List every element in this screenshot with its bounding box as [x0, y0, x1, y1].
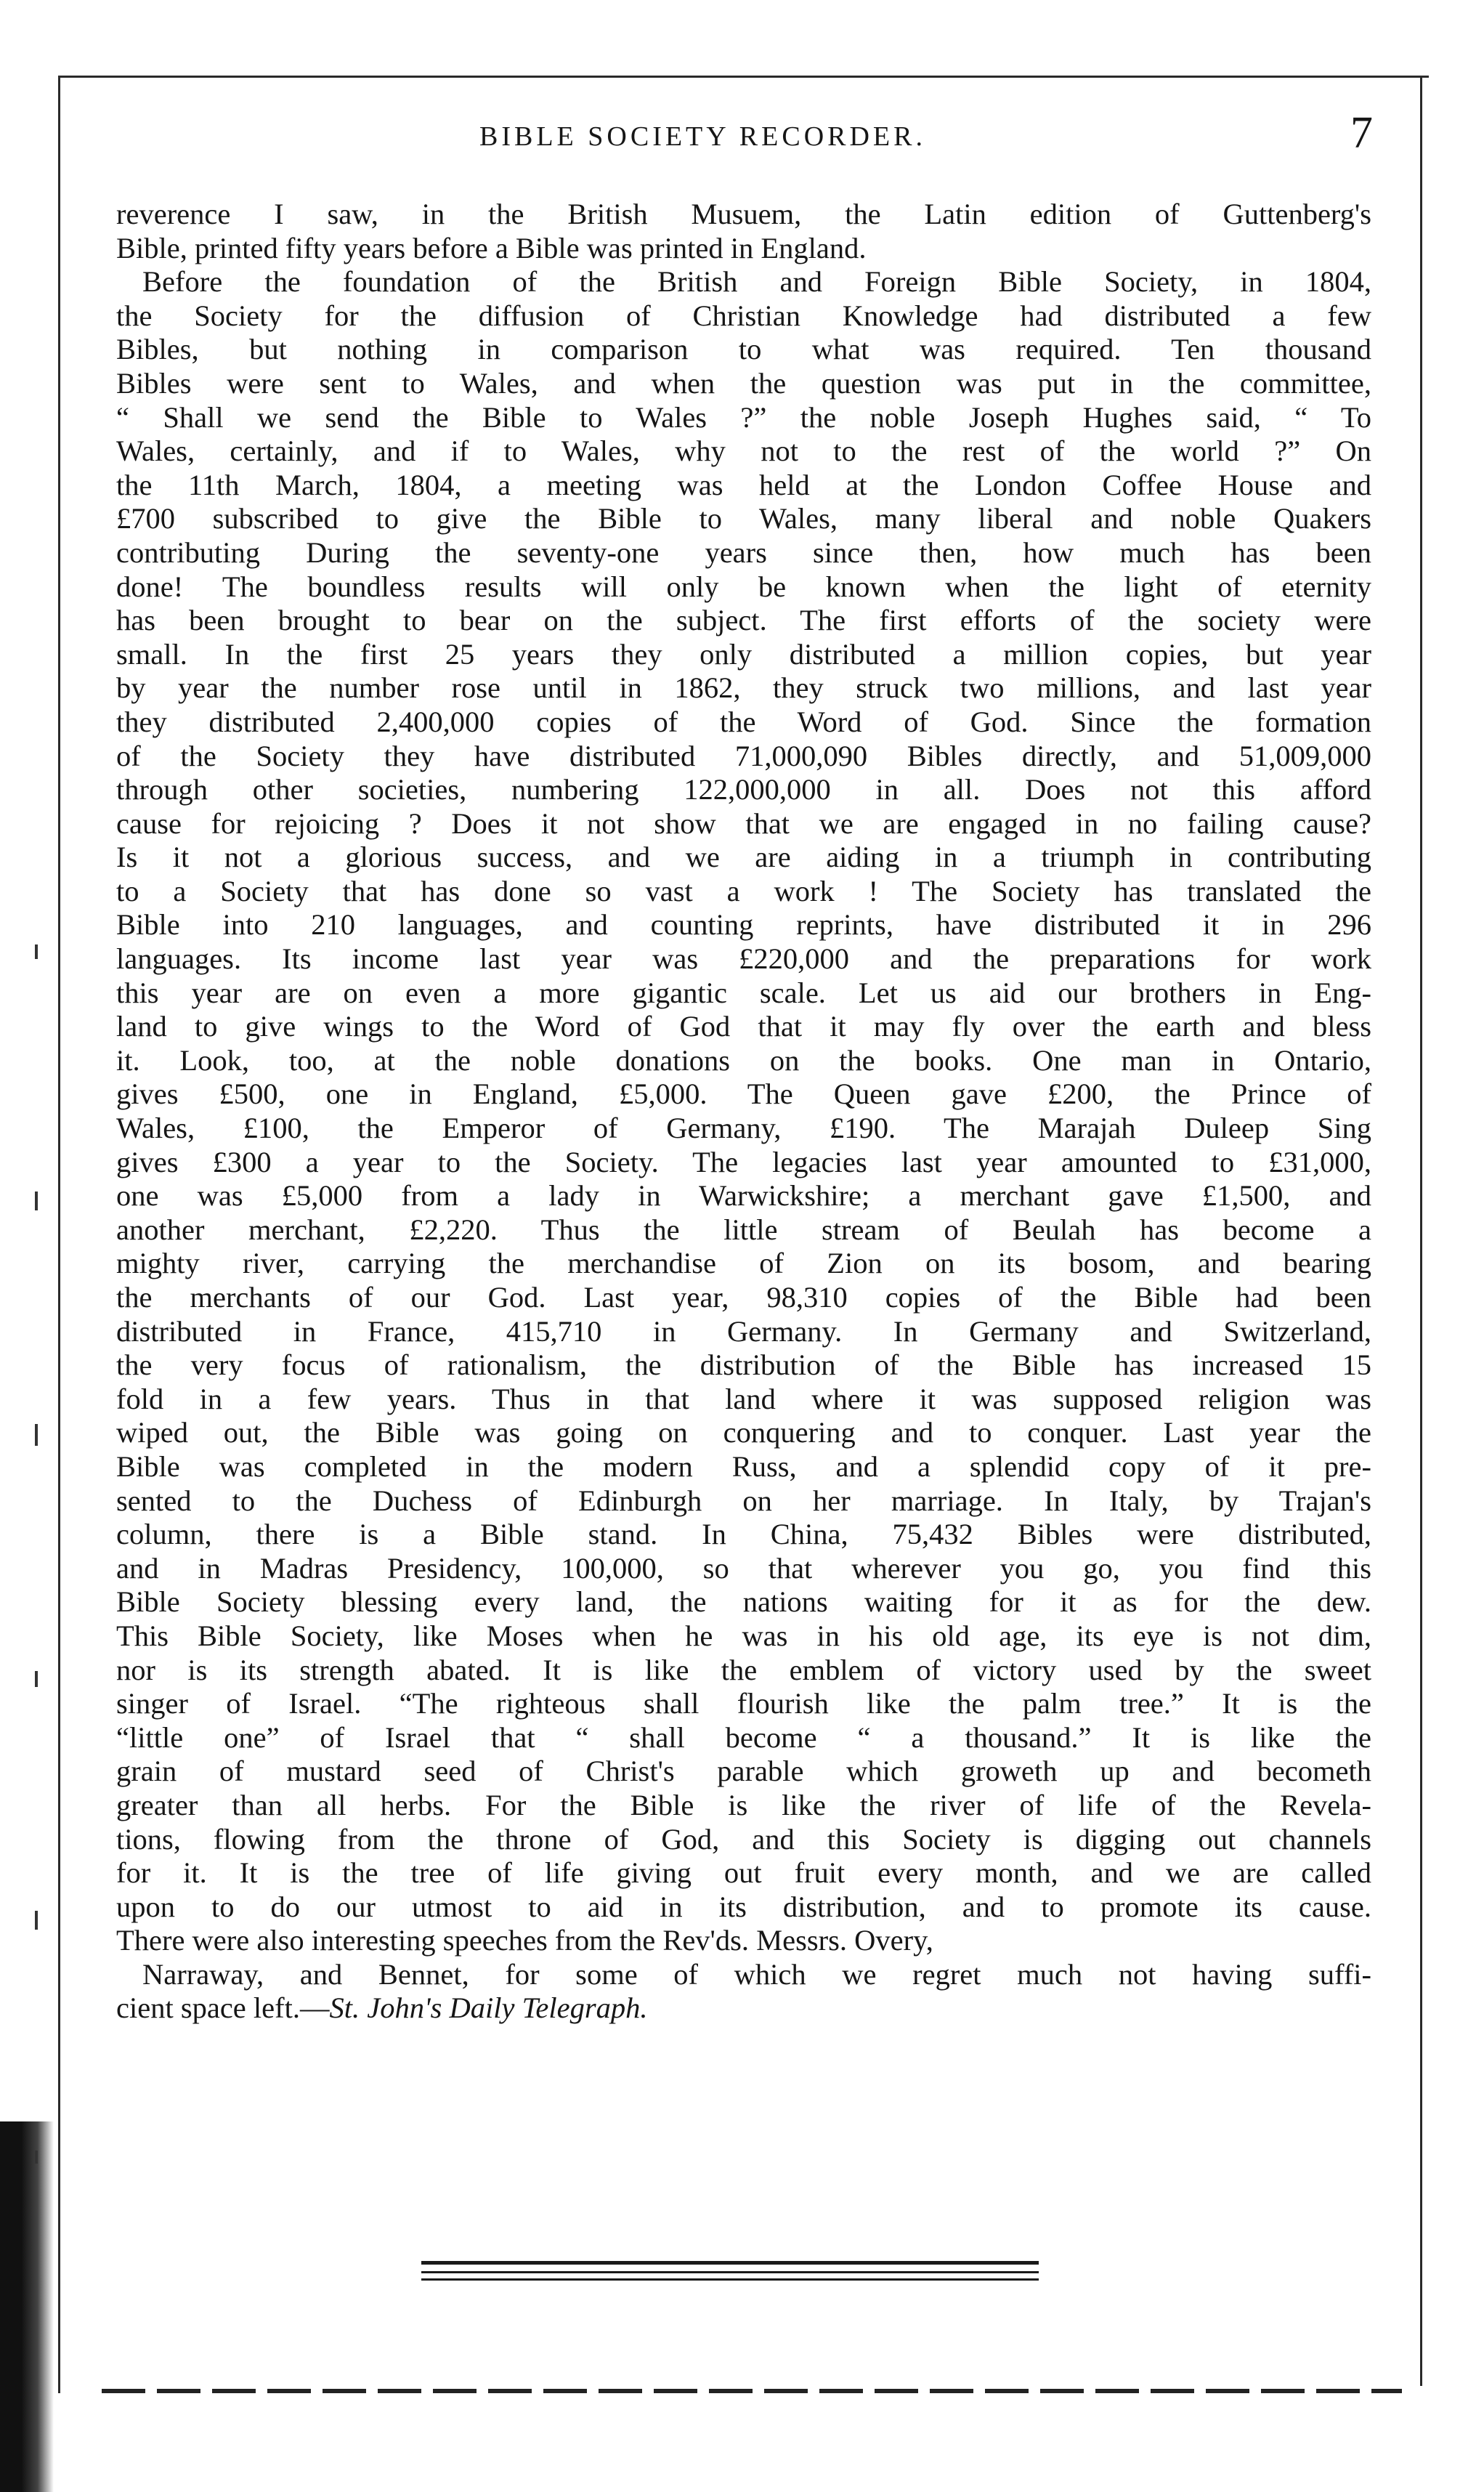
- text-line: £700 subscribed to give the Bible to Wales, many liberal and noble Quakers: [116, 502, 1371, 535]
- gutter-mark: [35, 1911, 38, 1930]
- page-frame-top-rule: [60, 76, 1429, 78]
- text-line: the 11th March, 1804, a meeting was held at the London Coffee House and: [116, 468, 1371, 501]
- text-line: Wales, certainly, and if to Wales, why not to the rest of the world ?” On: [116, 434, 1371, 468]
- gutter-mark: [35, 944, 38, 959]
- text-line-final: [116, 1991, 1371, 2026]
- text-line: greater than all herbs. For the Bible is like the river of life of the Revela-: [116, 1788, 1371, 1821]
- text-line: reverence I saw, in the British Musuem, the Latin edition of Guttenberg's: [116, 198, 1371, 230]
- text-line: done! The boundless results will only be known when the light of eternity: [116, 570, 1371, 603]
- gutter-mark: [35, 1192, 38, 1210]
- text-line: of the Society they have distributed 71,000,090 Bibles directly, and 51,009,000: [116, 739, 1371, 772]
- page-header: [436, 108, 1395, 174]
- gutter-marks: [26, 944, 48, 2398]
- text-line: There were also interesting speeches from the Rev'ds. Messrs. Overy,: [116, 1924, 933, 1957]
- text-line: Bibles were sent to Wales, and when the question was put in the committee,: [116, 366, 1371, 400]
- article-body: [116, 198, 1371, 2026]
- text-line: tions, flowing from the throne of God, and this Society is digging out channels: [116, 1822, 1371, 1856]
- text-line: cause for rejoicing ? Does it not show that we are engaged in no failing cause?: [116, 806, 1371, 840]
- text-line: “ Shall we send the Bible to Wales ?” the noble Joseph Hughes said, “ To: [116, 400, 1371, 434]
- text-line: it. Look, too, at the noble donations on the books. One man in Ontario,: [116, 1043, 1371, 1077]
- rule-line: [421, 2261, 1039, 2265]
- text-line: small. In the first 25 years they only distributed a million copies, but year: [116, 637, 1371, 671]
- text-line: mighty river, carrying the merchandise of Zion on its bosom, and bearing: [116, 1247, 1371, 1280]
- text-line: fold in a few years. Thus in that land where it was supposed religion was: [116, 1382, 1371, 1415]
- text-line: Bible Society blessing every land, the nations waiting for it as for the dew.: [116, 1585, 1371, 1619]
- text-line: singer of Israel. “The righteous shall flourish like the palm tree.” It is the: [116, 1687, 1371, 1720]
- gutter-mark: [35, 2151, 38, 2164]
- rule-line: [421, 2278, 1039, 2281]
- bottom-dashed-rule: [102, 2389, 1402, 2393]
- text-line: distributed in France, 415,710 in Germany. In Germany and Switzerland,: [116, 1314, 1371, 1348]
- text-line: another merchant, £2,220. Thus the little stream of Beulah has become a: [116, 1213, 1371, 1246]
- text-line: by year the number rose until in 1862, they struck two millions, and last year: [116, 671, 1371, 705]
- text-line: the very focus of rationalism, the distribution of the Bible has increased 15: [116, 1348, 1371, 1382]
- text-line: “little one” of Israel that “ shall become “ a thousand.” It is like the: [116, 1720, 1371, 1754]
- text-line: wiped out, the Bible was going on conquering and to conquer. Last year the: [116, 1416, 1371, 1449]
- text-line: the merchants of our God. Last year, 98,310 copies of the Bible had been: [116, 1281, 1371, 1314]
- text-line: Before the foundation of the British and Foreign Bible Society, in 1804,: [142, 265, 1371, 299]
- closing-rule: [421, 2261, 1039, 2283]
- text-line: the Society for the diffusion of Christian Knowledge had distributed a few: [116, 299, 1371, 332]
- rule-line: [421, 2271, 1039, 2273]
- text-line: they distributed 2,400,000 copies of the Word of God. Since the formation: [116, 705, 1371, 738]
- text-line: upon to do our utmost to aid in its distribution, and to promote its cause.: [116, 1890, 1371, 1923]
- running-title: BIBLE SOCIETY RECORDER.: [479, 121, 926, 152]
- text-line: through other societies, numbering 122,000,000 in all. Does not this afford: [116, 773, 1371, 806]
- text-line: Bible into 210 languages, and counting reprints, have distributed it in 296: [116, 908, 1371, 942]
- page-frame-left-rule: [58, 76, 60, 2393]
- text-line: contributing During the seventy-one years since then, how much has been: [116, 535, 1371, 569]
- gutter-mark: [35, 1424, 38, 1446]
- gutter-mark: [35, 1671, 38, 1687]
- text-line: sented to the Duchess of Edinburgh on her marriage. In Italy, by Trajan's: [116, 1484, 1371, 1517]
- text-line: land to give wings to the Word of God that it may fly over the earth and bless: [116, 1010, 1371, 1043]
- text-line: This Bible Society, like Moses when he was in his old age, its eye is not dim,: [116, 1619, 1371, 1652]
- page-number: 7: [1350, 108, 1373, 158]
- text-line: Bibles, but nothing in comparison to what was required. Ten thousand: [116, 333, 1371, 366]
- text-line: Bible was completed in the modern Russ, and a splendid copy of it pre-: [116, 1449, 1371, 1483]
- text-line: gives £300 a year to the Society. The legacies last year amounted to £31,000,: [116, 1145, 1371, 1178]
- text-line: one was £5,000 from a lady in Warwickshire; a merchant gave £1,500, and: [116, 1179, 1371, 1213]
- text-line: languages. Its income last year was £220,000 and the preparations for work: [116, 942, 1371, 976]
- text-line: Wales, £100, the Emperor of Germany, £190. The Marajah Duleep Sing: [116, 1112, 1371, 1145]
- text-line: and in Madras Presidency, 100,000, so that wherever you go, you find this: [116, 1551, 1371, 1585]
- text-line: column, there is a Bible stand. In China, 75,432 Bibles were distributed,: [116, 1518, 1371, 1551]
- text-line: this year are on even a more gigantic scale. Let us aid our brothers in Eng-: [116, 976, 1371, 1009]
- text-line: nor is its strength abated. It is like the emblem of victory used by the sweet: [116, 1653, 1371, 1686]
- text-line: to a Society that has done so vast a work ! The Society has translated the: [116, 874, 1371, 907]
- text-line: Narraway, and Bennet, for some of which we regret much not having suffi-: [142, 1957, 1371, 1991]
- text-line: grain of mustard seed of Christ's parable which groweth up and becometh: [116, 1755, 1371, 1788]
- text-line: Bible, printed fifty years before a Bible was printed in England.: [116, 231, 867, 264]
- text-line: Is it not a glorious success, and we are aiding in a triumph in contributing: [116, 841, 1371, 874]
- final-line-text: cient space left.—: [116, 1991, 330, 2025]
- text-line: gives £500, one in England, £5,000. The Queen gave £200, the Prince of: [116, 1077, 1371, 1111]
- text-line: for it. It is the tree of life giving out fruit every month, and we are called: [116, 1856, 1371, 1890]
- page-frame-right-rule: [1420, 76, 1422, 2386]
- text-line: has been brought to bear on the subject. The first efforts of the society were: [116, 604, 1371, 637]
- source-citation: St. John's Daily Telegraph.: [329, 1991, 648, 2025]
